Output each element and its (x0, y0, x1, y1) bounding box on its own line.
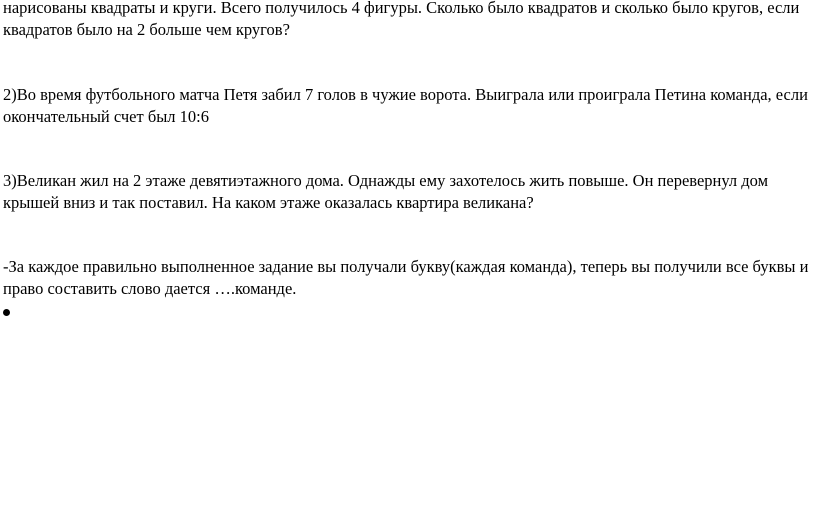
paragraph-task-2: 2)Во время футбольного матча Петя забил 7 голов в чужие ворота. Выиграла или проиграла Петина команда, если окончательный счет был 10:6 (3, 85, 808, 126)
paragraph-instructions: -За каждое правильно выполненное задание вы получали букву(каждая команда), теперь вы получили все буквы и право составить слово дается ….команде. (3, 257, 809, 298)
bullet-icon (3, 309, 10, 316)
paragraph-task-1-continuation: нарисованы квадраты и круги. Всего получилось 4 фигуры. Сколько было квадратов и сколько было кругов, если квадратов было на 2 больше чем кругов? (3, 0, 800, 39)
paragraph-task-3: 3)Великан жил на 2 этаже девятиэтажного дома. Однажды ему захотелось жить повыше. Он перевернул дом крышей вниз и так поставил. На каком этаже оказалась квартира великана? (3, 171, 769, 212)
